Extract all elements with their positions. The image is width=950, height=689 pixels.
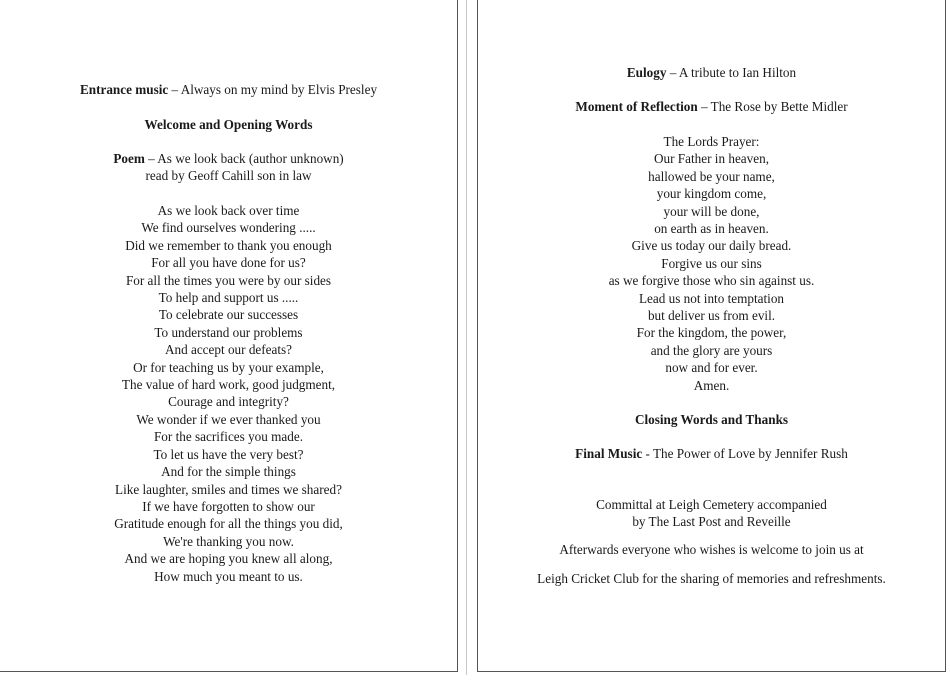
prayer-line: Amen. bbox=[693, 377, 730, 393]
prayer-line: Give us today our daily bread. bbox=[631, 238, 792, 254]
left-page bbox=[0, 0, 458, 672]
prayer-line: your kingdom come, bbox=[656, 186, 767, 202]
poem-line: Courage and integrity? bbox=[168, 394, 289, 410]
poem-label: Poem bbox=[113, 151, 145, 166]
poem-line: Did we remember to thank you enough bbox=[125, 237, 332, 253]
reflection-text: – The Rose by Bette Midler bbox=[697, 99, 848, 114]
poem-line: As we look back over time bbox=[157, 203, 300, 218]
poem-line: We wonder if we ever thanked you bbox=[136, 411, 321, 427]
prayer-line: Our Father in heaven, bbox=[654, 151, 769, 167]
committal-line-1: Committal at Leigh Cemetery accompanied bbox=[596, 497, 827, 512]
poem-line: To understand our problems bbox=[154, 324, 303, 340]
prayer-line: your will be done, bbox=[663, 203, 760, 219]
reflection-line bbox=[478, 98, 945, 115]
welcome-heading: Welcome and Opening Words bbox=[144, 117, 313, 132]
closing-heading: Closing Words and Thanks bbox=[634, 412, 789, 427]
poem-line: For all you have done for us? bbox=[151, 255, 306, 271]
poem-line: To celebrate our successes bbox=[158, 307, 299, 323]
poem-line: We're thanking you now. bbox=[163, 533, 294, 549]
eulogy-line bbox=[478, 64, 945, 81]
prayer-line: Lead us not into temptation bbox=[638, 290, 785, 306]
eulogy-text: – A tribute to Ian Hilton bbox=[666, 65, 797, 80]
afterwards-line-2: Leigh Cricket Club for the sharing of memories and refreshments. bbox=[537, 571, 886, 586]
final-music-text: - The Power of Love by Jennifer Rush bbox=[642, 446, 848, 461]
lords-prayer bbox=[478, 133, 945, 394]
final-music-line bbox=[478, 445, 945, 462]
poem-reader: read by Geoff Cahill son in law bbox=[145, 168, 312, 184]
reflection-label: Moment of Reflection bbox=[575, 99, 698, 114]
prayer-line: now and for ever. bbox=[665, 360, 758, 376]
prayer-line: Forgive us our sins bbox=[661, 255, 762, 271]
poem-line: For all the times you were by our sides bbox=[125, 272, 332, 288]
prayer-line: on earth as in heaven. bbox=[654, 221, 769, 237]
poem-line: To let us have the very best? bbox=[153, 446, 304, 462]
poem-line: How much you meant to us. bbox=[154, 568, 303, 584]
prayer-line: For the kingdom, the power, bbox=[636, 325, 787, 341]
poem-title-line bbox=[0, 150, 457, 167]
eulogy-label: Eulogy bbox=[626, 65, 667, 80]
poem-line: Or for teaching us by your example, bbox=[133, 359, 324, 375]
poem-line: The value of hard work, good judgment, bbox=[121, 377, 336, 393]
poem-line: If we have forgotten to show our bbox=[142, 498, 315, 514]
poem-line: And accept our defeats? bbox=[164, 342, 293, 358]
poem-heading bbox=[0, 150, 457, 185]
poem-line: We find ourselves wondering ..... bbox=[141, 220, 316, 236]
entrance-music-line bbox=[0, 81, 457, 98]
right-page bbox=[477, 0, 946, 672]
committal bbox=[478, 496, 945, 531]
prayer-line: as we forgive those who sin against us. bbox=[608, 273, 815, 289]
committal-line-2: by The Last Post and Reveille bbox=[632, 514, 791, 530]
poem-title-text: – As we look back (author unknown) bbox=[144, 151, 344, 166]
poem-body bbox=[0, 202, 457, 585]
poem-line: For the sacrifices you made. bbox=[153, 429, 304, 445]
prayer-line: hallowed be your name, bbox=[648, 168, 775, 184]
prayer-line: and the glory are yours bbox=[650, 342, 773, 358]
prayer-line: but deliver us from evil. bbox=[647, 308, 776, 324]
final-music-label: Final Music bbox=[575, 446, 643, 461]
poem-line: And for the simple things bbox=[161, 464, 296, 480]
poem-line: Like laughter, smiles and times we shared? bbox=[115, 481, 342, 497]
entrance-music-label: Entrance music bbox=[79, 82, 169, 97]
page-gutter bbox=[466, 0, 467, 675]
entrance-music-text: – Always on my mind by Elvis Presley bbox=[168, 82, 378, 97]
afterwards-line-1: Afterwards everyone who wishes is welcome to join us at bbox=[559, 542, 864, 557]
poem-line: To help and support us ..... bbox=[158, 290, 299, 306]
poem-line: And we are hoping you knew all along, bbox=[124, 551, 333, 567]
poem-line: Gratitude enough for all the things you did, bbox=[114, 516, 343, 532]
prayer-title: The Lords Prayer: bbox=[663, 134, 760, 149]
